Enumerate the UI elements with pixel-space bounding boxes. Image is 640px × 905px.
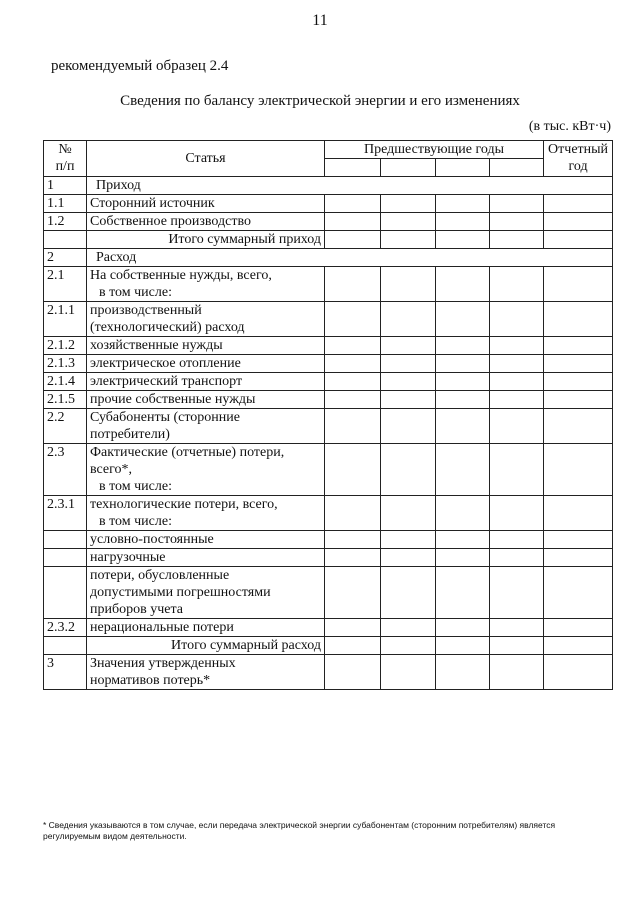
value-cell bbox=[325, 337, 381, 355]
year-cell bbox=[490, 159, 544, 177]
row-label-continued: приборов учета bbox=[90, 602, 183, 617]
year-cell bbox=[436, 159, 490, 177]
table-row bbox=[44, 444, 613, 496]
table-row bbox=[44, 619, 613, 637]
row-number: 2.1.1 bbox=[44, 302, 87, 337]
row-number: 2.2 bbox=[44, 409, 87, 444]
value-cell bbox=[490, 549, 544, 567]
value-cell bbox=[436, 444, 490, 496]
value-cell bbox=[436, 549, 490, 567]
row-label-continued: в том числе: bbox=[99, 514, 172, 529]
value-cell bbox=[325, 302, 381, 337]
table-row bbox=[44, 409, 613, 444]
value-cell bbox=[544, 302, 613, 337]
row-number: 2 bbox=[44, 249, 87, 267]
header-number-line2: п/п bbox=[55, 159, 75, 174]
value-cell bbox=[325, 231, 381, 249]
value-cell bbox=[490, 373, 544, 391]
row-label-cell bbox=[87, 567, 325, 619]
value-cell bbox=[490, 213, 544, 231]
row-number bbox=[44, 531, 87, 549]
value-cell bbox=[436, 373, 490, 391]
value-cell bbox=[325, 213, 381, 231]
row-label-continued: допустимыми погрешностями bbox=[90, 585, 271, 600]
row-label: производственный bbox=[90, 303, 202, 318]
value-cell bbox=[544, 567, 613, 619]
value-cell bbox=[490, 355, 544, 373]
value-cell bbox=[436, 409, 490, 444]
row-label-continued: в том числе: bbox=[99, 479, 172, 494]
row-number: 2.3.2 bbox=[44, 619, 87, 637]
row-label-continued: всего*, bbox=[90, 462, 133, 477]
header-article-cell: Статья bbox=[87, 141, 325, 177]
row-number bbox=[44, 231, 87, 249]
value-cell bbox=[381, 637, 436, 655]
page-number: 11 bbox=[312, 12, 328, 29]
value-cell bbox=[381, 195, 436, 213]
balance-table bbox=[43, 140, 613, 690]
value-cell bbox=[325, 496, 381, 531]
row-label: электрическое отопление bbox=[87, 355, 325, 373]
value-cell bbox=[381, 549, 436, 567]
row-number: 2.1.3 bbox=[44, 355, 87, 373]
value-cell bbox=[544, 531, 613, 549]
value-cell bbox=[325, 195, 381, 213]
value-cell bbox=[325, 391, 381, 409]
value-cell bbox=[381, 302, 436, 337]
table-row bbox=[44, 655, 613, 690]
value-cell bbox=[544, 409, 613, 444]
value-cell bbox=[325, 355, 381, 373]
value-cell bbox=[436, 531, 490, 549]
document-title: Сведения по балансу электрической энергии и его изменениях bbox=[120, 93, 520, 109]
row-label: хозяйственные нужды bbox=[87, 337, 325, 355]
row-label-cell bbox=[87, 302, 325, 337]
header-reporting-year-line1: Отчетный bbox=[548, 142, 609, 157]
value-cell bbox=[544, 391, 613, 409]
value-cell bbox=[544, 355, 613, 373]
value-cell bbox=[381, 373, 436, 391]
row-label: На собственные нужды, всего, bbox=[90, 268, 272, 283]
value-cell bbox=[544, 655, 613, 690]
value-cell bbox=[436, 231, 490, 249]
value-cell bbox=[325, 444, 381, 496]
table-row bbox=[44, 355, 613, 373]
table-row bbox=[44, 213, 613, 231]
row-label: прочие собственные нужды bbox=[87, 391, 325, 409]
value-cell bbox=[325, 549, 381, 567]
row-number: 3 bbox=[44, 655, 87, 690]
header-previous-years: Предшествующие годы bbox=[325, 141, 544, 159]
row-label: нерациональные потери bbox=[87, 619, 325, 637]
value-cell bbox=[436, 355, 490, 373]
row-number: 1.1 bbox=[44, 195, 87, 213]
footnote: * Сведения указываются в том случае, если передача электрической энергии субабонентам (сторонним потребителям) является регулируемым видом деятельности. bbox=[43, 820, 556, 841]
row-number: 2.3.1 bbox=[44, 496, 87, 531]
value-cell bbox=[325, 637, 381, 655]
row-number: 2.1 bbox=[44, 267, 87, 302]
row-number bbox=[44, 549, 87, 567]
value-cell bbox=[544, 231, 613, 249]
header-reporting-year-line2: год bbox=[568, 159, 588, 174]
value-cell bbox=[490, 496, 544, 531]
row-label: Итого суммарный приход bbox=[87, 231, 325, 249]
row-label-continued: в том числе: bbox=[99, 285, 172, 300]
value-cell bbox=[544, 619, 613, 637]
table-row bbox=[44, 177, 613, 195]
table-row bbox=[44, 549, 613, 567]
value-cell bbox=[325, 409, 381, 444]
value-cell bbox=[325, 567, 381, 619]
row-label: Расход bbox=[87, 249, 613, 267]
value-cell bbox=[381, 213, 436, 231]
value-cell bbox=[490, 302, 544, 337]
table-row bbox=[44, 531, 613, 549]
value-cell bbox=[436, 213, 490, 231]
value-cell bbox=[544, 496, 613, 531]
value-cell bbox=[325, 373, 381, 391]
row-label-cell bbox=[87, 496, 325, 531]
value-cell bbox=[436, 337, 490, 355]
table-row bbox=[44, 249, 613, 267]
value-cell bbox=[436, 195, 490, 213]
value-cell bbox=[436, 391, 490, 409]
value-cell bbox=[436, 619, 490, 637]
value-cell bbox=[544, 444, 613, 496]
value-cell bbox=[325, 531, 381, 549]
value-cell bbox=[490, 267, 544, 302]
header-number-line1: № bbox=[58, 142, 72, 157]
value-cell bbox=[544, 549, 613, 567]
value-cell bbox=[381, 231, 436, 249]
row-label: Субабоненты (сторонние bbox=[90, 410, 240, 425]
row-label: потери, обусловленные bbox=[90, 568, 230, 583]
value-cell bbox=[436, 302, 490, 337]
value-cell bbox=[381, 391, 436, 409]
value-cell bbox=[436, 637, 490, 655]
table-row bbox=[44, 195, 613, 213]
units-note: (в тыс. кВт·ч) bbox=[528, 119, 611, 134]
value-cell bbox=[544, 637, 613, 655]
value-cell bbox=[490, 655, 544, 690]
value-cell bbox=[490, 195, 544, 213]
row-label: условно-постоянные bbox=[87, 531, 325, 549]
table-row-total-expense bbox=[44, 637, 613, 655]
row-label: технологические потери, всего, bbox=[90, 497, 278, 512]
row-label: Сторонний источник bbox=[87, 195, 325, 213]
value-cell bbox=[381, 655, 436, 690]
row-label: Приход bbox=[87, 177, 613, 195]
value-cell bbox=[490, 619, 544, 637]
value-cell bbox=[381, 267, 436, 302]
table-row bbox=[44, 302, 613, 337]
value-cell bbox=[490, 567, 544, 619]
row-number: 1.2 bbox=[44, 213, 87, 231]
value-cell bbox=[544, 267, 613, 302]
value-cell bbox=[381, 355, 436, 373]
row-number bbox=[44, 567, 87, 619]
value-cell bbox=[436, 496, 490, 531]
table-row bbox=[44, 391, 613, 409]
row-number: 2.1.5 bbox=[44, 391, 87, 409]
value-cell bbox=[544, 195, 613, 213]
value-cell bbox=[436, 655, 490, 690]
row-label: Собственное производство bbox=[87, 213, 325, 231]
table-row bbox=[44, 337, 613, 355]
value-cell bbox=[490, 531, 544, 549]
row-label-continued: нормативов потерь* bbox=[90, 673, 211, 688]
row-number: 2.3 bbox=[44, 444, 87, 496]
row-label: электрический транспорт bbox=[87, 373, 325, 391]
row-number: 2.1.2 bbox=[44, 337, 87, 355]
sample-label: рекомендуемый образец 2.4 bbox=[51, 58, 229, 74]
row-label-cell bbox=[87, 267, 325, 302]
value-cell bbox=[381, 337, 436, 355]
row-label: Итого суммарный расход bbox=[87, 637, 325, 655]
value-cell bbox=[490, 637, 544, 655]
value-cell bbox=[490, 444, 544, 496]
row-label-cell bbox=[87, 444, 325, 496]
row-label-continued: потребители) bbox=[90, 427, 170, 442]
value-cell bbox=[325, 267, 381, 302]
row-number: 2.1.4 bbox=[44, 373, 87, 391]
value-cell bbox=[544, 373, 613, 391]
row-number bbox=[44, 637, 87, 655]
year-cell bbox=[381, 159, 436, 177]
row-label: Фактические (отчетные) потери, bbox=[90, 445, 285, 460]
header-reporting-year-cell bbox=[544, 141, 613, 177]
table-row bbox=[44, 373, 613, 391]
value-cell bbox=[381, 444, 436, 496]
value-cell bbox=[490, 337, 544, 355]
table-row-total-income bbox=[44, 231, 613, 249]
row-number: 1 bbox=[44, 177, 87, 195]
value-cell bbox=[325, 619, 381, 637]
row-label-cell bbox=[87, 655, 325, 690]
table-row bbox=[44, 267, 613, 302]
row-label-cell bbox=[87, 409, 325, 444]
value-cell bbox=[490, 409, 544, 444]
year-cell bbox=[325, 159, 381, 177]
value-cell bbox=[436, 267, 490, 302]
value-cell bbox=[381, 531, 436, 549]
row-label-continued: (технологический) расход bbox=[90, 320, 245, 335]
value-cell bbox=[544, 213, 613, 231]
value-cell bbox=[544, 337, 613, 355]
header-number-cell bbox=[44, 141, 87, 177]
value-cell bbox=[436, 567, 490, 619]
value-cell bbox=[325, 655, 381, 690]
row-label: нагрузочные bbox=[87, 549, 325, 567]
value-cell bbox=[381, 409, 436, 444]
table-row bbox=[44, 496, 613, 531]
value-cell bbox=[381, 567, 436, 619]
value-cell bbox=[490, 231, 544, 249]
row-label: Значения утвержденных bbox=[90, 656, 236, 671]
value-cell bbox=[490, 391, 544, 409]
table-row bbox=[44, 567, 613, 619]
value-cell bbox=[381, 619, 436, 637]
value-cell bbox=[381, 496, 436, 531]
table-header-row bbox=[44, 141, 613, 159]
